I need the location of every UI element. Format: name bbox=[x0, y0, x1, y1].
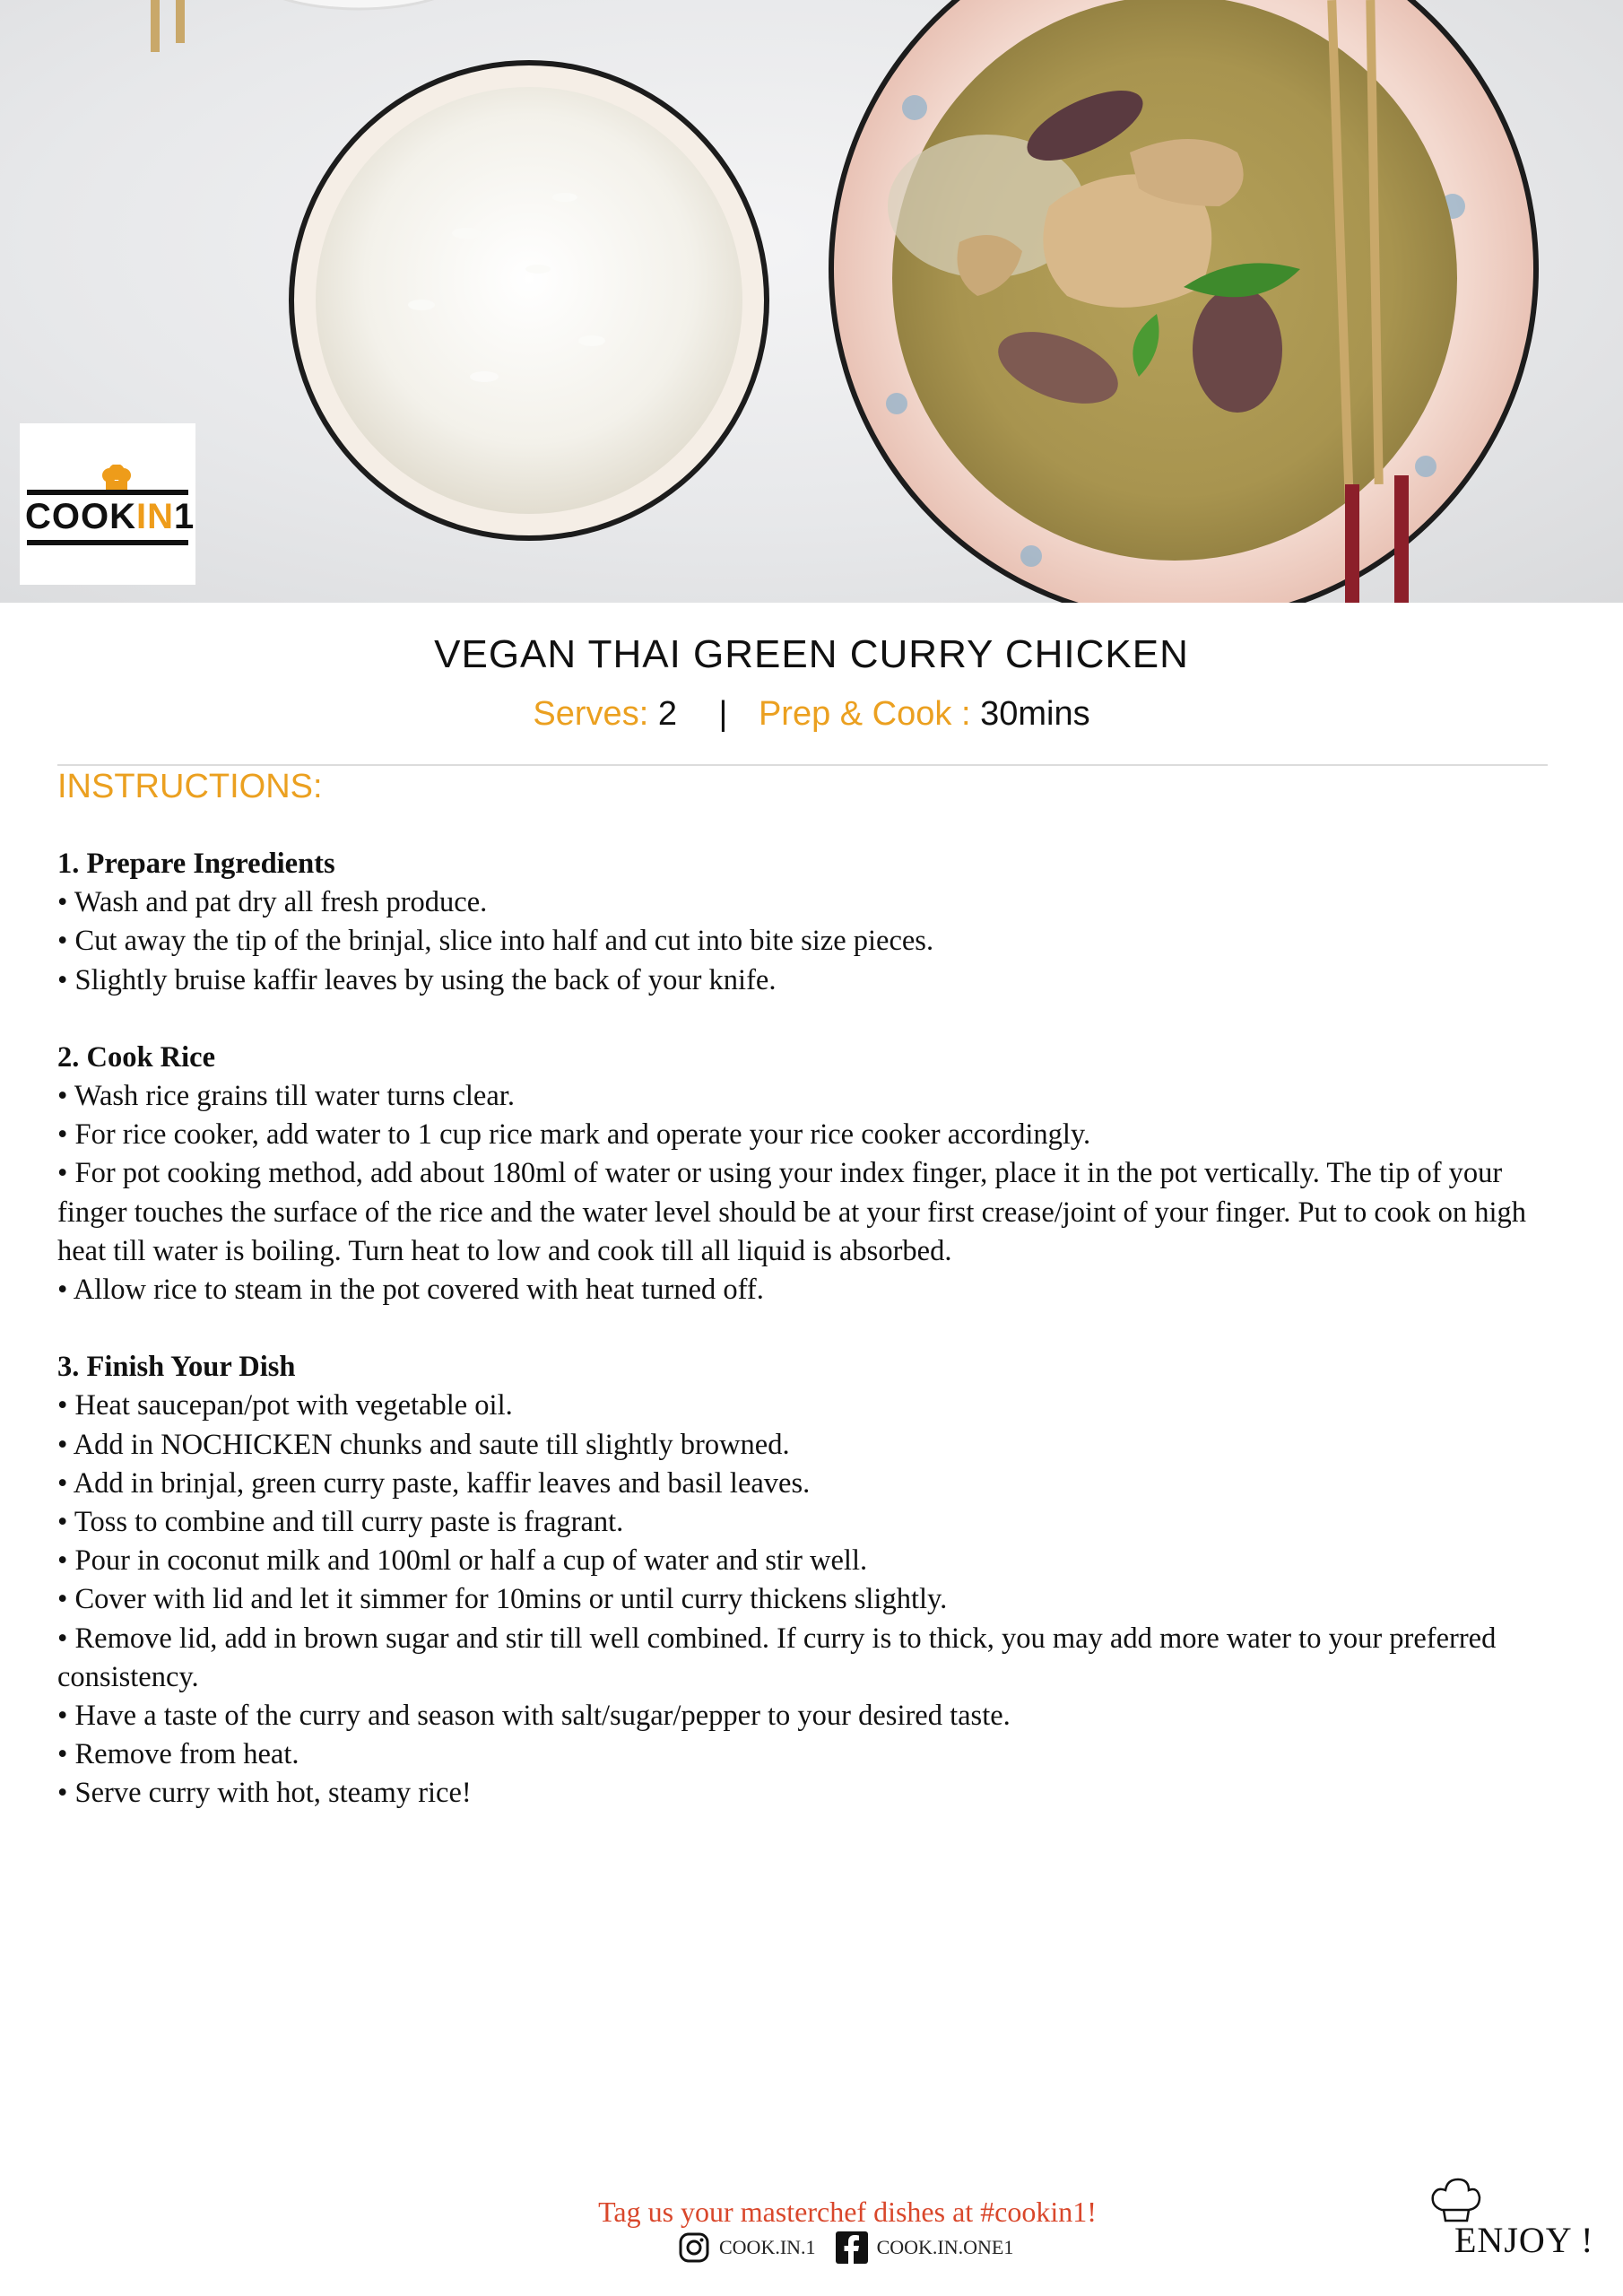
recipe-title: VEGAN THAI GREEN CURRY CHICKEN bbox=[434, 632, 1189, 676]
recipe-meta bbox=[0, 689, 1623, 739]
facebook-handle[interactable]: COOK.IN.ONE1 bbox=[876, 2236, 1014, 2258]
instruction-line: • For pot cooking method, add about 180ml of water or using your index finger, place it in the pot vertically. The tip of your finger touches the surface of the rice and the water level should be at your first crease/joint of your finger. Put to cook on high heat till water is boiling. Turn heat to low and cook till all liquid is absorbed. bbox=[57, 1157, 1527, 1267]
section-finish-dish bbox=[57, 1348, 1564, 1813]
instruction-line: • Wash and pat dry all fresh produce. bbox=[57, 886, 488, 919]
instruction-line: • Remove from heat. bbox=[57, 1738, 299, 1771]
social-links bbox=[678, 2228, 1033, 2267]
enjoy-signoff bbox=[1426, 2170, 1605, 2269]
serves-value: 2 bbox=[657, 695, 677, 733]
instruction-line: • Toss to combine and till curry paste is fragrant. bbox=[57, 1506, 624, 1539]
time-value: 30mins bbox=[980, 695, 1090, 733]
instruction-line: • Cut away the tip of the brinjal, slice into half and cut into bite size pieces. bbox=[57, 925, 934, 958]
hero-photo bbox=[0, 0, 1623, 603]
instruction-line: • Have a taste of the curry and season with salt/sugar/pepper to your desired taste. bbox=[57, 1700, 1011, 1733]
instagram-icon[interactable] bbox=[678, 2231, 710, 2264]
instruction-line: • Add in brinjal, green curry paste, kaffir leaves and basil leaves. bbox=[57, 1466, 811, 1500]
instruction-line: • For rice cooker, add water to 1 cup rice mark and operate your rice cooker accordingly. bbox=[57, 1118, 1091, 1152]
section-title: 3. Finish Your Dish bbox=[57, 1351, 296, 1384]
tagline: Tag us your masterchef dishes at #cookin1! bbox=[598, 2196, 1097, 2228]
instruction-line: • Add in NOCHICKEN chunks and saute till slightly browned. bbox=[57, 1428, 790, 1461]
instruction-line: • Allow rice to steam in the pot covered with heat turned off. bbox=[57, 1274, 764, 1307]
instruction-line: • Slightly bruise kaffir leaves by using the back of your knife. bbox=[57, 963, 777, 996]
time-label: Prep & Cook : bbox=[758, 695, 971, 733]
instruction-line: • Remove lid, add in brown sugar and stir till well combined. If curry is to thick, you may add more water to your preferred consistency. bbox=[57, 1622, 1497, 1693]
meta-separator: | bbox=[718, 695, 728, 733]
instruction-line: • Serve curry with hot, steamy rice! bbox=[57, 1777, 472, 1810]
instruction-line: • Cover with lid and let it simmer for 10mins or until curry thickens slightly. bbox=[57, 1583, 948, 1616]
logo-wordmark: COOKIN1 bbox=[25, 497, 195, 536]
curry-and-rice-illustration bbox=[0, 0, 1623, 603]
logo-rule-bottom bbox=[27, 540, 188, 545]
instruction-line: • Wash rice grains till water turns clear. bbox=[57, 1080, 515, 1113]
cookin1-logo bbox=[20, 423, 195, 585]
section-cook-rice bbox=[57, 1039, 1564, 1309]
logo-rule-top bbox=[27, 490, 188, 495]
instruction-line: • Pour in coconut milk and 100ml or half a cup of water and stir well. bbox=[57, 1544, 868, 1578]
instructions-body bbox=[57, 845, 1564, 1852]
section-prepare-ingredients bbox=[57, 845, 1564, 1000]
enjoy-text: ENJOY ! bbox=[1454, 2220, 1594, 2260]
facebook-icon[interactable] bbox=[836, 2231, 868, 2264]
instructions-heading: INSTRUCTIONS: bbox=[57, 768, 323, 805]
instruction-line: • Heat saucepan/pot with vegetable oil. bbox=[57, 1389, 513, 1422]
serves-label: Serves: bbox=[533, 695, 649, 733]
chef-hat-icon bbox=[99, 465, 135, 491]
instagram-handle[interactable]: COOK.IN.1 bbox=[719, 2236, 816, 2258]
section-title: 2. Cook Rice bbox=[57, 1040, 216, 1074]
section-title: 1. Prepare Ingredients bbox=[57, 848, 335, 880]
